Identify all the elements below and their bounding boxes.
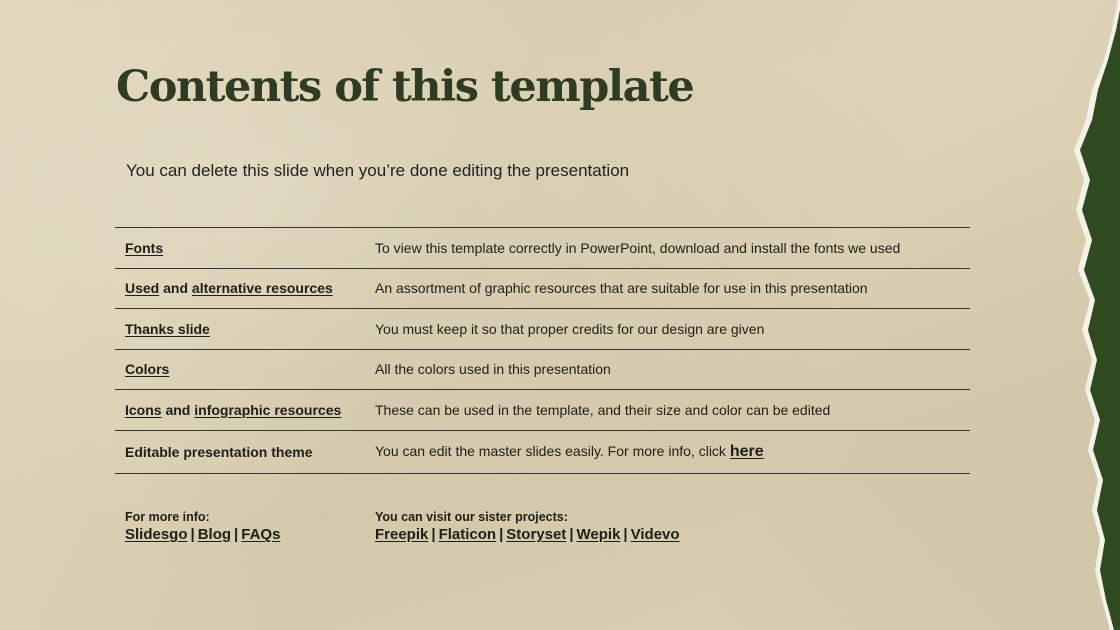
table-row <box>115 431 970 474</box>
table-row <box>115 228 970 269</box>
infographic-resources-link[interactable]: infographic resources <box>194 401 342 418</box>
row-description: An assortment of graphic resources that are suitable for use in this presentation <box>375 280 868 297</box>
footer-sister-projects <box>375 510 680 543</box>
icons-link[interactable]: Icons <box>125 401 162 418</box>
page-title: Contents of this template <box>116 62 694 112</box>
row-description: To view this template correctly in PowerPoint, download and install the fonts we used <box>375 239 901 256</box>
page-subtitle: You can delete this slide when you’re done editing the presentation <box>126 161 630 180</box>
videvo-link[interactable]: Videvo <box>630 526 680 543</box>
row-description: All the colors used in this presentation <box>375 361 611 378</box>
table-row <box>115 309 970 350</box>
flaticon-link[interactable]: Flaticon <box>438 526 497 543</box>
contents-table <box>115 227 970 474</box>
slidesgo-link[interactable]: Slidesgo <box>125 526 188 543</box>
footer-more-info <box>125 510 280 543</box>
blog-link[interactable]: Blog <box>197 526 232 543</box>
table-row <box>115 269 970 310</box>
thanks-slide-link[interactable]: Thanks slide <box>125 320 210 337</box>
separator: | <box>234 526 239 543</box>
fonts-link[interactable]: Fonts <box>125 239 164 256</box>
table-row <box>115 350 970 391</box>
row-description: You can edit the master slides easily. For more info, click <box>375 442 730 459</box>
freepik-link[interactable]: Freepik <box>375 526 429 543</box>
and-text: and <box>161 401 195 418</box>
separator: | <box>190 526 195 543</box>
here-link[interactable]: here <box>729 442 764 460</box>
more-info-label: For more info: <box>125 510 210 524</box>
row-description: These can be used in the template, and their size and color can be edited <box>375 401 831 418</box>
separator: | <box>499 526 504 543</box>
used-link[interactable]: Used <box>125 280 160 297</box>
sister-projects-label: You can visit our sister projects: <box>375 510 568 524</box>
alternative-resources-link[interactable]: alternative resources <box>191 280 333 297</box>
row-description: You must keep it so that proper credits for our design are given <box>375 320 765 337</box>
colors-link[interactable]: Colors <box>125 361 170 378</box>
and-text: and <box>159 280 192 297</box>
editable-theme-label: Editable presentation theme <box>125 443 313 460</box>
separator: | <box>431 526 436 543</box>
wepik-link[interactable]: Wepik <box>576 526 621 543</box>
faqs-link[interactable]: FAQs <box>241 526 281 543</box>
storyset-link[interactable]: Storyset <box>506 526 567 543</box>
separator: | <box>623 526 628 543</box>
table-row <box>115 390 970 431</box>
torn-paper-decoration <box>1040 0 1120 630</box>
separator: | <box>569 526 574 543</box>
